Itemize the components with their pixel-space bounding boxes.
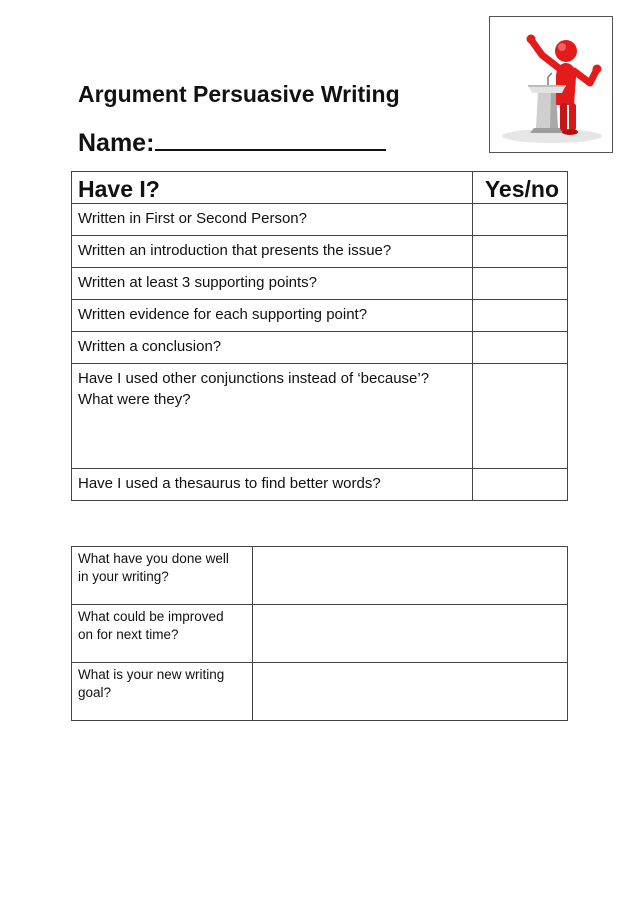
figure-leg-left-shape <box>560 103 567 131</box>
microphone-shape <box>548 73 552 85</box>
yes-no-answer-cell[interactable] <box>473 236 568 268</box>
check-question[interactable]: Have I used other conjunctions instead of ‘because’? What were they? <box>72 364 473 469</box>
speaker-picture-frame <box>489 16 613 153</box>
figure-head-shape <box>555 40 577 62</box>
reflection-answer-cell[interactable] <box>253 547 568 605</box>
figure-foot-shape <box>562 129 578 135</box>
table-row <box>72 204 568 236</box>
podium-base-shape <box>530 128 564 133</box>
yes-no-answer-cell[interactable] <box>473 204 568 236</box>
check-question: Written at least 3 supporting points? <box>72 268 473 300</box>
table-row <box>72 364 568 469</box>
reflection-answer-cell[interactable] <box>253 605 568 663</box>
figure-head-highlight-shape <box>558 43 566 51</box>
table-row <box>72 236 568 268</box>
speaker-at-podium-icon <box>490 17 612 152</box>
table-row <box>72 663 568 721</box>
worksheet-title: Argument Persuasive Writing <box>78 81 400 107</box>
reflection-answer-cell[interactable] <box>253 663 568 721</box>
check-question: Written evidence for each supporting point? <box>72 300 473 332</box>
reflection-prompt: What is your new writing goal? <box>72 663 253 721</box>
self-check-table <box>71 171 568 501</box>
figure-hand-out-shape <box>593 65 602 74</box>
yes-no-answer-cell[interactable] <box>473 268 568 300</box>
name-blank-line[interactable] <box>155 127 386 151</box>
table-row <box>72 547 568 605</box>
reflection-table <box>71 546 568 721</box>
have-i-header: Have I? <box>72 172 473 204</box>
yes-no-header: Yes/no <box>473 172 568 204</box>
table-row <box>72 332 568 364</box>
yes-no-answer-cell[interactable] <box>473 300 568 332</box>
table-row <box>72 469 568 501</box>
table-row <box>72 300 568 332</box>
check-question: Have I used a thesaurus to find better words? <box>72 469 473 501</box>
figure-hand-raised-shape <box>527 35 536 44</box>
name-label: Name: <box>78 129 155 157</box>
reflection-prompt: What could be improved on for next time? <box>72 605 253 663</box>
yes-no-answer-cell[interactable] <box>473 469 568 501</box>
check-question: Written in First or Second Person? <box>72 204 473 236</box>
check-question: Written an introduction that presents the issue? <box>72 236 473 268</box>
table-row <box>72 268 568 300</box>
figure-arm-out-shape <box>574 71 596 83</box>
podium-top-edge-shape <box>528 85 566 87</box>
reflection-prompt: What have you done well in your writing? <box>72 547 253 605</box>
check-question: Written a conclusion? <box>72 332 473 364</box>
yes-no-answer-cell[interactable] <box>473 332 568 364</box>
table-row <box>72 605 568 663</box>
figure-leg-right-shape <box>569 103 576 131</box>
self-check-header-row <box>72 172 568 204</box>
yes-no-answer-cell[interactable] <box>473 364 568 469</box>
name-field <box>78 127 386 158</box>
